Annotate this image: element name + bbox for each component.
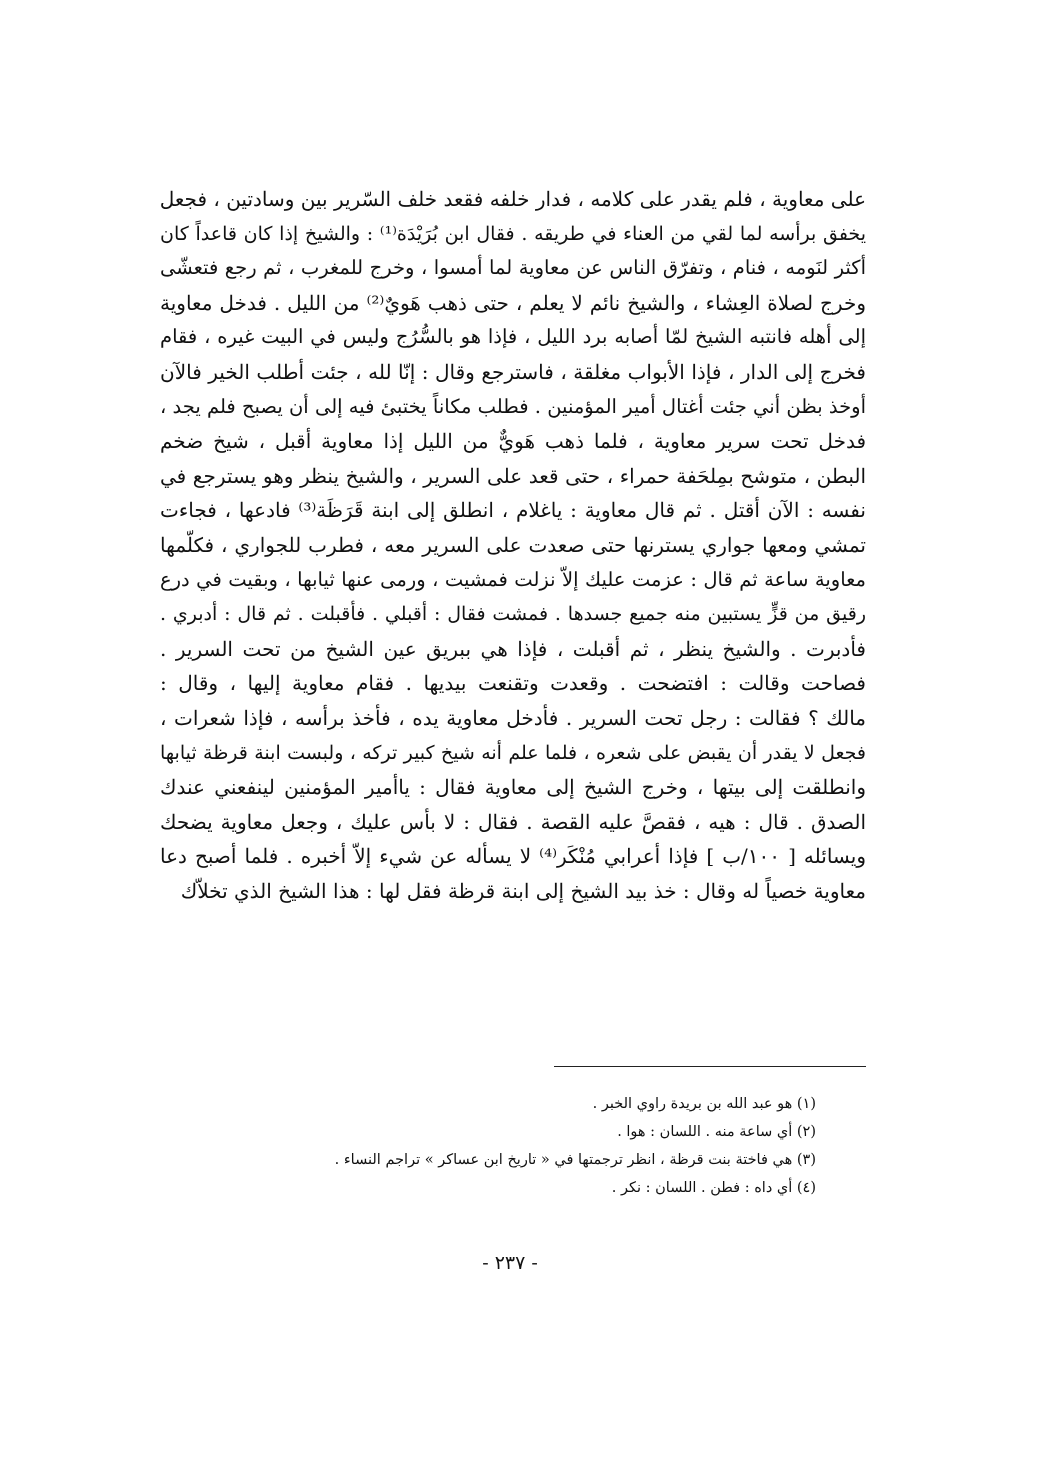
- footnote-3: (٣) هي فاختة بنت قرظة ، انظر ترجمتها في « تاريخ ابن عساكر » تراجم النساء .: [334, 1152, 816, 1168]
- text-line-21: معاوية خصياً له وقال : خذ بيد الشيخ إلى ابنة قرظة فقل لها : هذا الشيخ الذي تخلاّك: [180, 878, 866, 903]
- text-line-14: فأدبرت . والشيخ ينظر ، ثم أقبلت ، فإذا هي ببريق عين الشيخ من تحت السرير .: [160, 636, 866, 661]
- footnote-4: (٤) أي داه : فطن . اللسان : نكر .: [611, 1180, 816, 1196]
- page-number: - ٢٣٧ -: [482, 1252, 538, 1274]
- footnote-1: (١) هو عبد الله بن بريدة راوي الخبر .: [592, 1096, 816, 1112]
- footnotes-block: [280, 1090, 816, 1202]
- text-line-10: نفسه : الآن أقتل . ثم قال معاوية : ياغلام ، انطلق إلى ابنة قَرَظَة⁽³⁾ فادعها ، فجاءت: [160, 498, 866, 523]
- text-line-6: فخرج إلى الدار ، فإذا الأبواب مغلقة ، فاسترجع وقال : إنّا لله ، جئت أطلب الخير فالآن: [160, 359, 866, 384]
- main-text-block: [160, 182, 866, 908]
- text-line-9: البطن ، متوشح بمِلحَفة حمراء ، حتى قعد على السرير ، والشيخ ينظر وهو يسترجع في: [160, 463, 866, 488]
- text-line-16: مالك ؟ فقالت : رجل تحت السرير . فأدخل معاوية يده ، فأخذ برأسه ، فإذا شعرات ،: [160, 705, 866, 730]
- text-line-13: رقيق من قزٍّ يستبين منه جميع جسدها . فمشت فقال : أقبلي . فأقبلت . ثم قال : أدبري .: [160, 603, 866, 626]
- text-line-1: على معاوية ، فلم يقدر على كلامه ، فدار خلفه فقعد خلف السّرير بين وسادتين ، فجعل: [160, 187, 866, 211]
- text-line-11: تمشي ومعها جواري يسترنها حتى صعدت على السرير معه ، فطرب للجواري ، فكلّمها: [160, 532, 866, 557]
- footnote-2: (٢) أي ساعة منه . اللسان : هوا .: [617, 1124, 816, 1140]
- text-line-4: وخرج لصلاة العِشاء ، والشيخ نائم لا يعلم ، حتى ذهب هَويٌ⁽²⁾ من الليل . فدخل معاوية: [160, 290, 866, 315]
- text-line-5: إلى أهله فانتبه الشيخ لمّا أصابه برد الليل ، فإذا هو بالسُّرُج وليس في البيت غيره ، فقام: [160, 325, 866, 349]
- text-line-18: وانطلقت إلى بيتها ، وخرج الشيخ إلى معاوية فقال : ياأمير المؤمنين لينفعني عندك: [160, 775, 866, 800]
- text-line-12: معاوية ساعة ثم قال : عزمت عليك إلاّ نزلت فمشيت ، ورمى عنها ثيابها ، وبقيت في درع: [160, 567, 866, 591]
- text-line-2: يخفق برأسه لما لقي من العناء في طريقه . فقال ابن بُرَيْدَة⁽¹⁾ : والشيخ إذا كان قاعداً كان: [160, 222, 866, 245]
- text-line-17: فجعل لا يقدر أن يقبض على شعره ، فلما علم أنه شيخ كبير تركه ، ولبست ابنة قرظة ثيابها: [160, 741, 866, 764]
- text-line-19: الصدق . قال : هيه ، فقصَّ عليه القصة . فقال : لا بأس عليك ، وجعل معاوية يضحك: [160, 809, 866, 834]
- text-line-8: فدخل تحت سرير معاوية ، فلما ذهب هَويٌّ من الليل إذا معاوية أقبل ، شيخ ضخم: [160, 429, 866, 454]
- text-line-7: أوخذ بظن أني جئت أغتال أمير المؤمنين . فطلب مكاناً يختبئ فيه إلى أن يصبح فلم يجد ،: [160, 394, 866, 418]
- text-line-20: ويسائله [ ١٠٠/ب ] فإذا أعرابي مُنْكَر⁽⁴⁾ لا يسأله عن شيء إلاّ أخبره . فلما أصبح دعا: [160, 844, 866, 869]
- text-line-15: فصاحت وقالت : افتضحت . وقعدت وتقنعت بيديها . فقام معاوية إليها ، وقال :: [160, 671, 866, 696]
- text-line-3: أكثر لنَومه ، فنام ، وتفرّق الناس عن معاوية لما أمسوا ، وخرج للمغرب ، ثم رجع فتعشّى: [160, 256, 866, 280]
- footnote-separator: [554, 1066, 866, 1067]
